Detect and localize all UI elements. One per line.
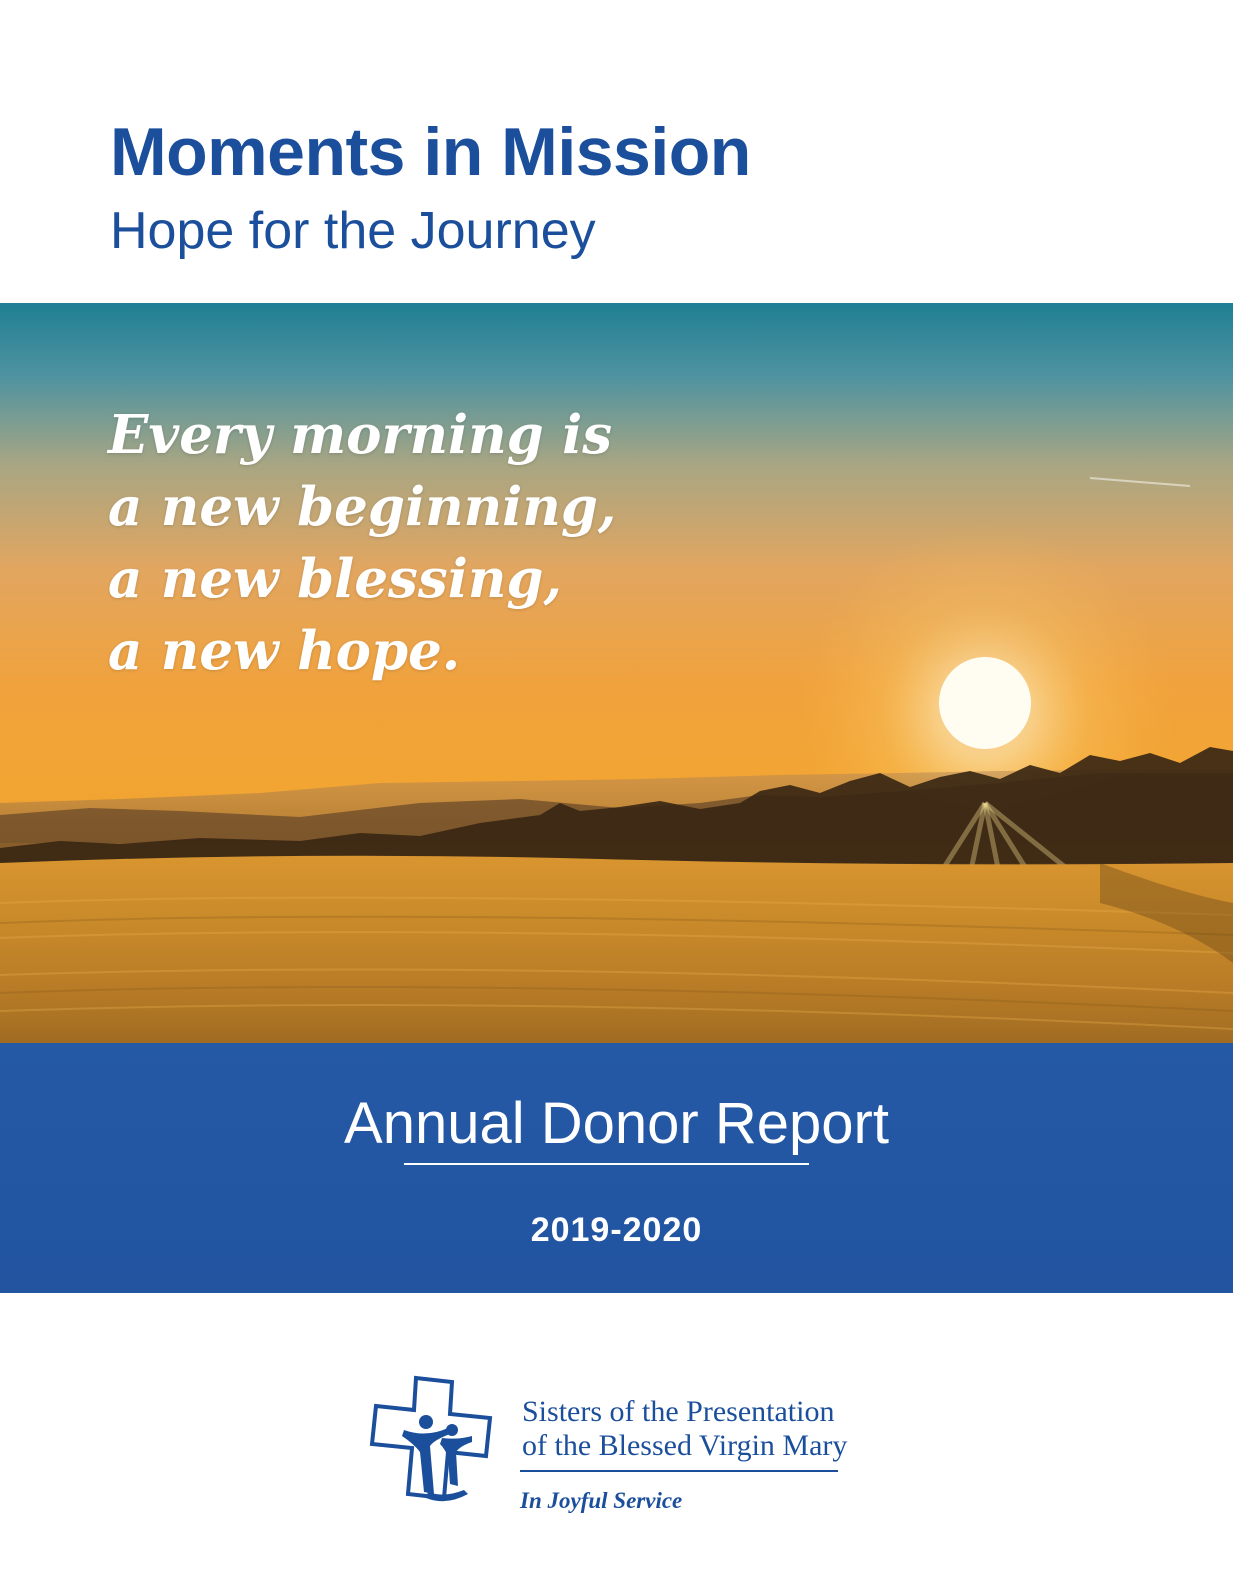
report-year: 2019-2020 [530,1211,703,1249]
sun-icon [939,657,1031,749]
quote-line: a new blessing, [108,548,562,610]
organization-name-line2: of the Blessed Virgin Mary [522,1429,848,1462]
organization-name-line1: Sisters of the Presentation [522,1395,835,1428]
quote-line: Every morning is [108,404,613,466]
quote-line: a new beginning, [108,476,617,538]
organization-divider [520,1470,838,1472]
cross-figures-logo-icon [368,1374,508,1508]
organization-tagline: In Joyful Service [520,1488,683,1513]
quote-line: a new hope. [108,620,461,682]
page-title: Moments in Mission [110,114,751,190]
report-banner [0,1043,1233,1293]
sunrise-field-photo [0,303,1233,1043]
hero-quote [108,399,616,687]
report-title-divider [404,1163,809,1165]
report-title: Annual Donor Report [344,1091,889,1156]
page-subtitle: Hope for the Journey [110,202,596,260]
